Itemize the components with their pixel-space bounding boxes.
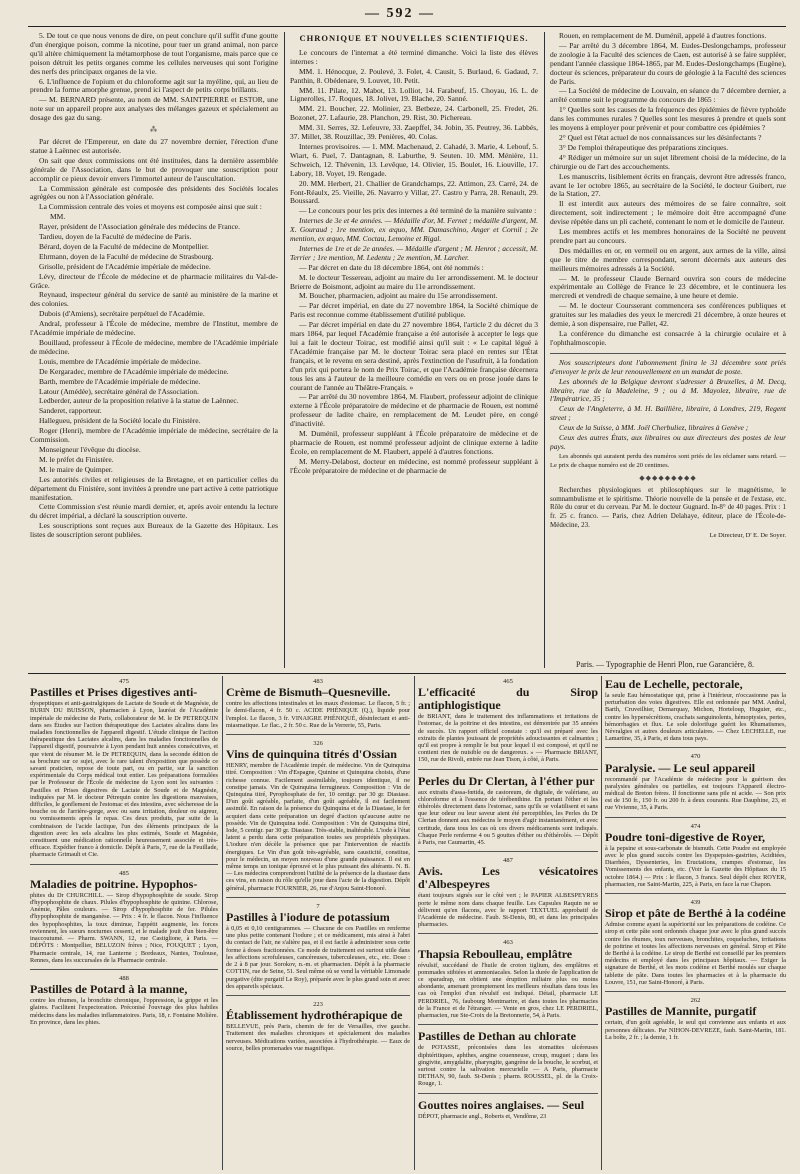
member: Latour (Amédée), secrétaire général de l'Association. <box>39 386 199 396</box>
director-signature: Le Directeur, D' E. De Soyer. <box>709 532 786 540</box>
ad-title: Thapsia Reboulleau, emplâtre <box>418 946 573 961</box>
ad-title: Gouttes noires anglaises. — Seul <box>418 1097 585 1112</box>
paragraph: Internes de 3e et 4e années. — Médaille d'or, M. Fernet ; médaille d'argent, M. X. Gouraud ; 1re mention, ex æquo, MM. Damaschino, Anger et Cornil ; 2e mention, ex æquo, MM. Coctau, Lemoine et Rigal. <box>290 216 538 244</box>
member: Bouillaud, professeur à l'École de médecine, membre de l'Académie impériale de médecine. <box>30 338 278 356</box>
ad-title: Avis. Les vésicatoires d'Albespeyres <box>418 864 598 892</box>
ad-title: Vins de quinquina titrés d'Ossian <box>226 747 397 762</box>
paragraph: 2° Quel est l'état actuel de nos connaissances sur les désinfectants ? <box>559 132 762 142</box>
paragraph: 5. De tout ce que nous venons de dire, on peut conclure qu'il suffit d'une goutte d'un énergique poison, comme la nicotine, pour tuer un grand animal, non parce qu'il altère chimiquement la métamorphose de tout l'organisme, mais parce que ce poison détruit les petits organes comme les cellules nerveuses qui sont l'origine des nerfs des principaux organes de la vie. <box>30 32 278 76</box>
paragraph: — M. le docteur Coursserant commencera ses conférences publiques et gratuites sur les maladies des yeux le mercredi 21 décembre, à onze heures et demie, à son dispensaire, rue Pallet, 42. <box>550 301 786 329</box>
ad-body: recommandé par l'Académie de médecine pour la guérison des paralysies générales ou partielles, est toujours l'Appareil électro-médical de Breton frères. Il fonctionne sans pile ni acide. — Son prix est de 150 fr., 150 fr. ou 200 fr. à deux courants. Rue Dauphine, 23, et rue Vivienne, 35, à Paris. <box>605 775 786 812</box>
printer-footer: Paris. — Typographie de Henri Plon, rue Garancière, 8. <box>576 660 754 669</box>
ad-body: phites du Dr CHURCHILL. — Sirop d'hypophosphite de soude. Sirop d'hypophosphite de chaux. Pilules d'hypophosphite de quinine. Chlorose, Anémie, Pâles couleurs. — Sirop d'hypophosphite de fer. Pilules d'hypophosphite de manganèse. — Prix : 4 fr. le flacon. Nous l'influence des hypophosphites, la toux diminue, l'appétit augmente, les forces reviennent, les sueurs nocturnes cessent, et le malade jouit d'un bien-être inaccoutumé. — Pharm. SWANN, 12, rue Castiglione, à Paris. — DÉPÔTS : Montpellier, BELUZON frères ; Nice, FOUQUET ; Lyon, Pharmacie centrale, 14, rue Lanterne ; Bordeaux, Nantes, Toulouse, Rennes, dans les succursales de la Pharmacie centrale. <box>30 891 218 964</box>
ad-title: Pastilles de Potard à la manne, <box>30 982 188 997</box>
ad-number: 326 <box>313 740 323 748</box>
paragraph: M. Duménil, professeur suppléant à l'École préparatoire de médecine et de pharmacie de Rouen, est nommé professeur adjoint de clinique externe à ladite École, en remplacement de M. Flaubert, appelé à d'autres fonctions. <box>290 429 538 456</box>
advertisements-rule <box>28 673 786 674</box>
ad-body: aux extraits d'assa-fœtida, de castoreum, de digitale, de valériane, au chloroforme et à l'essence de térébenthine. En portant l'éther et les éthérolés directement dans l'estomac, sans qu'ils se volatilisent et sans que leur odeur ou leur saveur aient été perceptibles, les Perles du Dr Clertan donnent aux médecins le moyen d'agir instantanément, et avec certitude, dans tous les cas où ces divers médicaments sont indiqués. Chaque Perle renferme 4 ou 5 gouttes d'éther ou d'éthérolés. — Dépôt à Paris, rue Caumartin, 45. <box>418 788 598 847</box>
paragraph: — Par arrêté du 3 décembre 1864, M. Eudes-Deslongchamps, professeur de zoologie à la Faculté des sciences de Caen, est autorisé à se faire suppléer, pendant l'année classique 1864-1865, par M. Eudes-Deslongchamps (Eugène), docteur ès sciences, préparateur du cours de géologie à la Faculté des sciences de Paris. <box>550 40 786 86</box>
ad-column-rule <box>601 676 602 1170</box>
column-left <box>30 32 278 667</box>
ad-number: 475 <box>119 678 129 685</box>
paragraph: Les manuscrits, lisiblement écrits en français, devront être adressés franco, avant le 1er octobre 1865, au secrétaire de la Société, le docteur Guibert, rue de la Station, 27. <box>550 171 786 199</box>
paragraph: Des médailles en or, en vermeil ou en argent, aux armes de la ville, ainsi que le titre de membre correspondant, seront décernés aux auteurs des meilleurs mémoires adressés à la Société. <box>550 245 786 273</box>
notice: Ceux des autres États, aux libraires ou aux directeurs des postes de leur pays. <box>550 433 786 451</box>
paragraph: M. le docteur Tessereau, adjoint au maire du 1er arrondissement. M. le docteur Brierre de Boismont, adjoint au maire du 11e arrondissement. <box>290 272 538 291</box>
ad-body: étant toujours signés sur le côté vert ; le PAPIER ALBESPEYRES porte le même nom dans chaque feuille. Les Capsules Raquin ne se délivrent qu'en flacons, avec le rapport TEXTUEL approbatif de l'Académie de médecine. Faub. St-Denis, 80, et dans les principales pharmacies. <box>418 892 598 929</box>
paragraph: 3° De l'emploi thérapeutique des préparations zinciques. <box>559 142 729 152</box>
paragraph: MM. 11. Pilate, 12. Mabot, 13. Lolliot, 14. Farabeuf, 15. Choyau, 16. L. de Lignerolles, 17. Roques, 18. Jolivet, 19. Blache, 20. Sanné. <box>290 85 538 104</box>
paragraph: — Par décret impérial en date du 27 novembre 1864, l'article 2 du décret du 3 mars 1864, par lequel l'Académie française a été autorisée à accepter le legs que lui a fait le docteur Toirac, est modifié ainsi qu'il suit : « Le capital légué à l'Académie française par M. le docteur Toirac sera placé en rentes sur l'État français, et le revenu en sera destiné, après l'extinction de l'usufruit, à la fondation d'un prix qui portera le nom de Prix Toirac, et que l'Académie française décernera tous les ans à l'auteur de la meilleure comédie en vers ou en prose jouée dans le courant de l'année au Théâtre-Français. » <box>290 320 538 392</box>
ad-number: 7 <box>316 902 320 910</box>
ad-number: 483 <box>313 678 323 685</box>
member: De Kergaradec, membre de l'Académie impériale de médecine. <box>39 366 229 376</box>
member: Roger (Henri), membre de l'Académie impériale de médecine, secrétaire de la Commission. <box>30 426 278 445</box>
paragraph: Rouen, en remplacement de M. Duménil, appelé à d'autres fonctions. <box>559 32 767 40</box>
paragraph: — M. le professeur Claude Bernard ouvrira son cours de médecine expérimentale au Collège de France le 23 décembre, et le continuera les mercredi et vendredi de chaque semaine, à une heure et demie. <box>550 273 786 301</box>
column-right <box>550 32 786 652</box>
paragraph: 20. MM. Herbert, 21. Challier de Grandchamps, 22. Attimon, 23. Carré, 24. de Font-Réaulx, 25. Vieille, 26. Navarro y Villar, 27. Castro y Parra, 28. Renault, 29. Boussard. <box>290 178 538 206</box>
paragraph: — Par décret en date du 18 décembre 1864, ont été nommés : <box>299 262 484 272</box>
ad-body: la seule Eau hémostatique qui, prise à l'intérieur, n'occasionne pas la perturbation des voies digestives. Elle est ordonnée par MM. Andral, Barth, Cruveilhier, Demarquay, Michon, Horteloup, Huguier, etc., contre les hypersécrétions, crachats sanguinolents, hémoptysies, pertes, hémorrhagies et flux. Le sole dolorifuge guérit les Rhumatismes, Névralgies et autres douleurs articulaires. — Chez LECHELLE, rue Lamartine, 35, à Paris, et dans tous pays. <box>605 692 786 743</box>
ad-body: à la pepsine et sous-carbonate de bismuth. Cette Poudre est employée avec le plus grand succès contre les Dyspepsies-gastrites, Aciditées, Diarrhées, Dyssenteries, les Eructations, crampes d'estomac, les Vomissements des enfants, etc. (Voir la Gazette des Hôpitaux du 15 octobre 1864.) — Prix : le flacon, 3 francs. Seul dépôt chez ROYER, pharmacien, rue Saint-Martin, 225, à Paris, en face la rue Chapon. <box>605 844 786 888</box>
label-mm: MM. <box>50 212 66 222</box>
ad-body: révulsif, succédané de l'huile de croton tiglium, des emplâtres et pommades stibiées et ammoniacales. Selon la durée de l'application de ce sparadrap, on obtient une éruption miliaire plus ou moins abondante, amenant promptement les meilleurs résultats dans tous les cas où l'emploi d'un révulsif est indiqué. Détail, pharmacie LE PERDRIEL, 76, faubourg Montmartre, et dans toutes les pharmacies de la France et de l'étranger. — Vente en gros, chez LE PERDRIEL, pharmacien, rue Ste-Croix de la Bretonnerie, 54, à Paris. <box>418 961 598 1020</box>
paragraph: Les souscriptions sont reçues aux Bureaux de la Gazette des Hôpitaux. Les listes de souscription seront publiées. <box>30 521 278 540</box>
paragraph: Les membres actifs et les membres honoraires de la Société ne peuvent prendre part au concours. <box>550 227 786 245</box>
book-announcement: Recherches physiologiques et philosophiques sur le magnétisme, le somnambulisme et le spiritisme. Théorie nouvelle de la pensée et de l'extase, etc. Rôle du cœur et du cerveau. Par M. le docteur Gugnard. In-8° de 40 pages. Prix : 1 fr. 25 c. franco. — Paris, chez Adrien Delahaye, éditeur, place de l'École-de-Médecine, 23. <box>550 485 786 530</box>
notice: Les abonnés qui auraient perdu des numéros sont priés de les réclamer sans retard. — Le prix de chaque numéro est de 20 centimes. <box>550 452 786 469</box>
ad-title: Pastilles de Dethan au chlorate <box>418 1029 576 1044</box>
paragraph: — Le concours pour les prix des internes a été terminé de la manière suivante : <box>299 206 537 216</box>
divider <box>226 995 410 996</box>
paragraph: 4° Rédiger un mémoire sur un sujet librement choisi de la médecine, de la chirurgie ou de l'art des accouchements. <box>550 152 786 171</box>
ad-number: 474 <box>690 822 701 830</box>
ad-body: DÉPOT, pharmacie angl., Roberts et, Vendôme, 23 <box>418 1112 547 1120</box>
ad-column-rule <box>222 676 223 1170</box>
paragraph: Le concours de l'internat a été terminé dimanche. Voici la liste des élèves internes : <box>290 47 538 66</box>
ad-column-4 <box>605 678 786 1170</box>
member: Hallegueu, président de la Société locale du Finistère. <box>39 416 201 426</box>
ad-number: 465 <box>503 678 513 685</box>
ad-number: 439 <box>690 899 701 907</box>
member: Ledberder, auteur de la proposition relative à la statue de Laënnec. <box>39 396 239 406</box>
divider <box>418 851 598 852</box>
member: Barth, membre de l'Académie impériale de médecine. <box>39 376 201 386</box>
divider <box>30 969 218 970</box>
section-heading: CHRONIQUE ET NOUVELLES SCIENTIFIQUES. <box>299 33 529 43</box>
ad-title: Eau de Lechelle, pectorale, <box>605 678 743 691</box>
ad-number: 485 <box>119 869 129 877</box>
paragraph: — Par arrêté du 30 novembre 1864, M. Flaubert, professeur adjoint de clinique externe à l'École préparatoire de médecine et de pharmacie de Rouen, est nommé professeur de ladite chaire, en remplacement de M. Leudet père, en congé d'inactivité. <box>290 392 538 429</box>
divider <box>605 991 786 992</box>
paragraph: On sait que deux commissions ont été instituées, dans la dernière assemblée générale de l'Association, dans le but de provoquer une souscription pour accomplir ce pieux devoir envers l'immortel auteur de l'auscultation. <box>30 155 278 183</box>
column-rule <box>544 32 545 668</box>
ad-body: de BRIANT, dans le traitement des inflammations et irritations de l'estomac, de la poitrine et des intestins, est démontrée par 35 années de succès. Un rapport officiel constate : qu'il est préparé avec les extraits de plantes jouissant de propriétés adoucissantes et calmantes ; qu'il est propre à remplir le but pour lequel il est composé, et qu'il ne contient rien de nuisible ou de dangereux. » — Pharmacie BRIANT, 150, rue de Rivoli, entrée rue Jean Tison, à côté, à Paris. <box>418 713 598 764</box>
ad-title: Crème de Bismuth–Quesneville. <box>226 685 391 700</box>
paragraph: 6. L'influence de l'opium et du chloroforme agit sur la myéline, qui, au lieu de prendre la forme amorphe grenue, prend ici l'aspect de petits corps brillants. <box>30 76 278 95</box>
member: Tardieu, doyen de la Faculté de médecine de Paris. <box>39 232 192 242</box>
page-number: — 592 — <box>365 6 435 21</box>
notice: Nos souscripteurs dont l'abonnement finira le 31 décembre sont priés d'envoyer le prix de leur renouvellement en un mandat de poste. <box>550 357 786 376</box>
ad-number: 487 <box>503 857 513 865</box>
member: Ehrmann, doyen de la Faculté de médecine de Strasbourg. <box>39 251 214 261</box>
notice: Ceux de la Suisse, à MM. Joël Cherbuliez, libraires à Genève ; <box>559 423 749 433</box>
paragraph: La Commission générale est composée des présidents des Sociétés locales agrégées ou non à l'Association générale. <box>30 183 278 202</box>
divider: ⁂ <box>150 126 158 135</box>
divider <box>418 933 598 934</box>
ad-column-3 <box>418 678 598 1170</box>
ad-title: Pastilles de Mannite, purgatif <box>605 1004 757 1019</box>
member: Lévy, directeur de l'École de médecine et de pharmacie militaires du Val-de-Grâce. <box>30 271 278 290</box>
paragraph: La Commission centrale des voies et moyens est composée ainsi que suit : <box>39 202 262 212</box>
paragraph: MM. 1. Hénocque, 2. Poulevé, 3. Folet, 4. Causit, 5. Burlaud, 6. Gadaud, 7. Panthin, 8. Obédenare, 9. Louvet, 10. Petit. <box>290 66 538 85</box>
paragraph: 1° Quelles sont les causes de la fréquence des épidémies de fièvre typhoïde dans les communes rurales ? Quelles sont les mesures à prendre et quels sont les moyens à employer pour prévenir et pour combattre ces épidémies ? <box>550 105 786 133</box>
ad-title: Perles du Dr Clertan, à l'éther pur <box>418 773 595 788</box>
ad-body: HENRY, membre de l'Académie impér. de médecine. Vin de Quinquina titré. Composition : Vin d'Espagne, Quinine et Quinquina choisis, d'une richesse connue. Facilement assimilable, toujours identique, il ne constipe jamais. Vin de Quinquina ferrugineux. Composition : Vin de Quinquina titré, Pyrophosphate de fer, 10 centigr. par 30 gr. Diastase. D'un goût agréable, parfaite, d'un goût agréable, il est facilement assimilé. En raison de la présence du Quinquina et de la Diastase, le fer acquiert dans cette préparation un degré d'action qu'aucune autre ne possède. Vin de Quinquina iodé. Composition : Vin de Quinquina titré, Iode, 5 centigr. par 30 gr. Diastase. Très-stable, inaltérable. L'iode à l'état latent a perdu dans cette préparation toutes ses propriétés physiques. L'iodure n'en décèle la présence que par l'intervention de réactifs énergiques. Le Vin d'un goût très-agréable, sans causticité, constitue, pour le médecin, un moyen nouveau d'une grande puissance. Il est en même temps un tonique éprouvé et le plus puissant des altérants. N. B. — Les médecins comprendront l'utilité de la présence de la diastase dans ces vins, en raison du rôle qu'elle joue dans l'acte de la digestion. Dépôt général, pharmacie FOURNIER, 26, rue d'Anjou Saint-Honoré. <box>226 762 410 892</box>
divider <box>605 817 786 818</box>
member: Monseigneur l'évêque du diocèse. <box>39 444 141 454</box>
divider <box>550 353 786 354</box>
ad-title: Paralysie. — Le seul appareil <box>605 760 756 775</box>
paragraph: Il est interdit aux auteurs des mémoires de se faire connaître, soit directement, soit indirectement ; le mémoire doit être accompagné d'une devise répétée dans un pli cacheté, contenant le nom et le domicile de l'auteur. <box>550 199 786 227</box>
ad-body: certain, d'un goût agréable, le seul qui convienne aux enfants et aux personnes délicates. Par NIHON-DEVREZE, faub. Saint-Martin, 181. La boîte, 2 fr. ; la demie, 1 fr. <box>605 1019 786 1041</box>
ad-body: BELLEVUE, près Paris, chemin de fer de Versailles, rive gauche. Traitement des maladies chroniques et spécialement des maladies nerveuses. Médications variées, associées à l'hydrothérapie. — Eaux de source, belles promenades vue magnifique. <box>226 1023 410 1052</box>
member: Rayer, président de l'Association générale des médecins de France. <box>39 222 240 232</box>
ad-body: de POTASSE, préconisées dans les stomatites ulcéreuses diphtéritiques, aphthes, angine couenneuse, croup, muguet ; dans les gingivite, amygdalite, pharyngite, gangrène de la bouche, le scorbut, et surtout contre la salivation mercurielle — A Paris, pharmacie DETHAN, 90, faub. St-Denis ; pharm. ROUSSEL, pl. de la Croix-Rouge, 1. <box>418 1044 598 1088</box>
notice: Les abonnés de la Belgique devront s'adresser à Bruxelles, à M. Decq, libraire, rue de la Madeleine, 9 ; ou à M. Mayolez, libraire, rue de l'Impératrice, 35 ; <box>550 376 786 404</box>
paragraph: — La Société de médecine de Louvain, en séance du 7 décembre dernier, a arrêté comme suit le programme du concours de 1865 : <box>550 86 786 105</box>
divider <box>605 747 786 748</box>
member: M. le préfet du Finistère. <box>39 454 114 464</box>
paragraph: — Par décret impérial, en date du 27 novembre 1864, la Société chimique de Paris est reconnue comme établissement d'utilité publique. <box>290 301 538 320</box>
top-rule <box>28 26 786 27</box>
ad-number: 223 <box>313 1000 323 1008</box>
ad-number: 488 <box>119 974 129 982</box>
ad-title: L'efficacité du Sirop antiphlogistique <box>418 685 598 713</box>
ad-body: dyspeptiques et anti-gastralgiques de Lactate de Soude et de Magnésie, de BURIN DU BUISSON, pharmacien à Lyon, lauréat de l'Académie impériale de médecine de Paris, collaborateur de M. le Dr PETREQUIN dans ses Études sur l'action thérapeutique des Lactates alcalins dans les maladies fonctionnelles de l'appareil digestif. L'étude clinique de l'action thérapeutique des Lactates alcalins, dans les maladies fonctionnelles de l'appareil digestif, poursuivie à Lyon pendant huit années consécutives, et que vient de résumer M. le Dr PETREQUIN, dans la seconde édition de sa brochure sur ce sujet, avec le rare talent d'exposition que possède ce savant praticien, repose de toute part, ou en partie, sur la sanction expérimentale du Corps médical tout entier. Les préparations formulées par le Professeur de l'École de médecine de Lyon sont les suivantes : Pastilles et Prises digestives de Lactate de Soude et de Magnésie, indiquées par M. le docteur Pétrequin contre les digestions mauvaises, difficiles, le gonflement de l'estomac et des intestins, avec sécheresse de la bouche ou de l'arrière-gorge, avec ou sans irritation, douleur ou aigreur, ou vomissements après le repas. Ces deux produits, par suite de la combinaison de l'acide lactique, l'un des éléments principaux de la digestion avec les sels alcalins les plus estimés, Soude et Magnésie, constituent une médication rationnelle heureusement associée et très-efficace. Expédier franco à domicile. Dépôt à Paris, 7, rue de la Feuillade, pharmacie Grimault et Cie. <box>30 700 218 859</box>
ad-title: Maladies de poitrine. Hypophos- <box>30 876 198 891</box>
paragraph: MM. 21. Boucher, 22. Molinier, 23. Betbeze, 24. Carbonell, 25. Fredet, 26. Bozonet, 27. Lafaurie, 28. Planchon, 29. Rist, 30. Pichereau. <box>290 104 538 123</box>
paragraph: Les autorités civiles et religieuses de la Bretagne, et en particulier celles du département du Finistère, sont invitées à prendre une part active à cette patriotique manifestation. <box>30 474 278 502</box>
divider <box>226 734 410 735</box>
ad-body: Admise comme ayant la supériorité sur les préparations de codéine. Ce sirop et cette pâte sont ordonnés chaque jour avec le plus grand succès contre les rhumes, toux nerveuses, bronchites, coqueluches, irritations de poitrine et toutes les affections nerveuses en général. Sirop et Pâte de Berthé à la codéine. Le sirop de Berthé est conseillé par les premiers médecins et employé dans les principaux hôpitaux. — Exiger la signature de Berthé, et les mots codéine et Berthé moulés sur chaque tablette de pâte. Dans toutes les pharmacies et à la pharmacie du Louvre, 151, rue Saint-Honoré, à Paris. <box>605 921 786 986</box>
ad-body: contre les affections intestinales et les maux d'estomac. Le flacon, 5 fr. ; le demi-flacon, 4 fr. 50 c. ACIDE PHÉNIQUE (Q.), liquide pour l'emploi. Le flacon, 3 fr. VINAIGRE PHÉNIQUÉ, désinfectant et anti-miasmatique. Le flac., 2 fr. 50 c. Rue de la Verrerie, 55, Paris. <box>226 700 410 729</box>
divider <box>605 893 786 894</box>
ad-body: à 0,05 et 0,10 centigrammes. — Chacune de ces Pastilles en renferme une plus petite contenant l'iodure ; et ce médicament, mis ainsi à l'abri du contact de l'air, ne s'altère pas, et il est facile à administrer sous cette forme à doses fractionnées. Ce mode de traitement est surtout utile dans les affections scrofuleuses, cancéreuses, tuberculeuses, etc., etc. Dose : de 2 à 8 par jour. Sorokov, n.-m. et pharmacien. Dépôt à la pharmacie COTTIN, rue de Seine, 51. Seul même où se vend la véritable Limonade purgative (dite purgatif Le Roy), préparée avec le plus grand soin et avec des appareils spéciaux. <box>226 925 410 990</box>
divider: ◆◆◆◆◆◆◆◆◆ <box>639 473 697 482</box>
ad-title: Sirop et pâte de Berthé à la codéine <box>605 906 786 921</box>
divider <box>418 1093 598 1094</box>
divider <box>30 864 218 865</box>
ad-title: Pastilles à l'iodure de potassium <box>226 910 390 925</box>
paragraph: M. Merry-Delabost, docteur en médecine, est nommé professeur suppléant à l'École préparatoire de médecine et de pharmacie de <box>290 456 538 475</box>
divider <box>418 769 598 770</box>
divider <box>418 1024 598 1025</box>
member: Grisolle, président de l'Académie impériale de médecine. <box>39 261 211 271</box>
member: Sanderet, rapporteur. <box>39 406 102 416</box>
paragraph: Internes de 1re et de 2e années. — Médaille d'argent ; M. Henrot ; accessit, M. Terrier ; 1re mention, M. Ledentu ; 2e mention, M. Larcher. <box>290 243 538 262</box>
ad-body: contre les rhumes, la bronchite chronique, l'oppression, la grippe et les glaires. Facilitent l'expectoration. Préconisé l'ouvrage des plus habiles médecins dans les maladies inflammatoires. Paris, 18, r. Fontaine Molière. En province, dans les phies. <box>30 997 218 1026</box>
member: Reynaud, inspecteur général du service de santé au ministère de la marine et des colonies. <box>30 290 278 309</box>
ad-title: Poudre toni-digestive de Royer, <box>605 829 765 844</box>
divider <box>226 897 410 898</box>
ad-number: 470 <box>690 753 701 761</box>
paragraph: M. Boucher, pharmacien, adjoint au maire du 15e arrondissement. <box>299 291 498 301</box>
ad-column-1 <box>30 678 218 1170</box>
paragraph: MM. 31. Serres, 32. Lefeuvre, 33. Zaepffel, 34. Jobin, 35. Peutrey, 36. Labbés, 37. Millet, 38. Rouzillac, 39. Penières, 40. Colas. <box>290 123 538 142</box>
ad-title: Pastilles et Prises digestives anti- <box>30 685 198 700</box>
ad-number: 262 <box>690 997 701 1005</box>
member: Bérard, doyen de la Faculté de médecine de Montpellier. <box>39 241 209 251</box>
paragraph: Par décret de l'Empereur, en date du 27 novembre dernier, l'érection d'une statue à Laënnec est autorisée. <box>30 136 278 155</box>
column-middle <box>290 32 538 667</box>
ad-column-rule <box>414 676 415 1170</box>
notice: Ceux de l'Angleterre, à M. H. Baillière, libraire, à Londres, 219, Regent street ; <box>550 404 786 423</box>
paragraph: La conférence du dimanche est consacrée à la chirurgie oculaire et à l'ophthalmoscopie. <box>550 329 786 347</box>
member: M. le maire de Quimper. <box>39 464 113 474</box>
ad-column-2 <box>226 678 410 1170</box>
paragraph: Internes provisoires. — 1. MM. Machenaud, 2. Cahadé, 3. Marie, 4. Lebouf, 5. Wiart, 6. Puel, 7. Dantagnan, 8. Laburthe, 9. Seuten. 10. MM. Ménière, 11. Schweich, 12. Thévenin, 13. Levêque, 14. Olivier, 15. Boulet, 16. Liouville, 17. Labory, 18. Voyet, 19. Rengade. <box>290 141 538 178</box>
paragraph: — M. BERNARD présente, au nom de MM. SAINTPIERRE et ESTOR, une note sur un appareil propre aux analyses des mélanges gazeux et spécialement au dosage des gaz du sang. <box>30 95 278 123</box>
ad-number: 463 <box>503 939 513 947</box>
member: Dubois (d'Amiens), secrétaire perpétuel de l'Académie. <box>39 309 205 319</box>
column-rule <box>284 32 285 668</box>
ad-title: Établissement hydrothérapique de <box>226 1008 403 1023</box>
member: Andral, professeur à l'École de médecine, membre de l'Institut, membre de l'Académie impériale de médecine. <box>30 319 278 338</box>
paragraph: Cette Commission s'est réunie mardi dernier, et, après avoir entendu la lecture du décret impérial, a déclaré la souscription ouverte. <box>30 502 278 521</box>
member: Louis, membre de l'Académie impériale de médecine. <box>39 356 201 366</box>
